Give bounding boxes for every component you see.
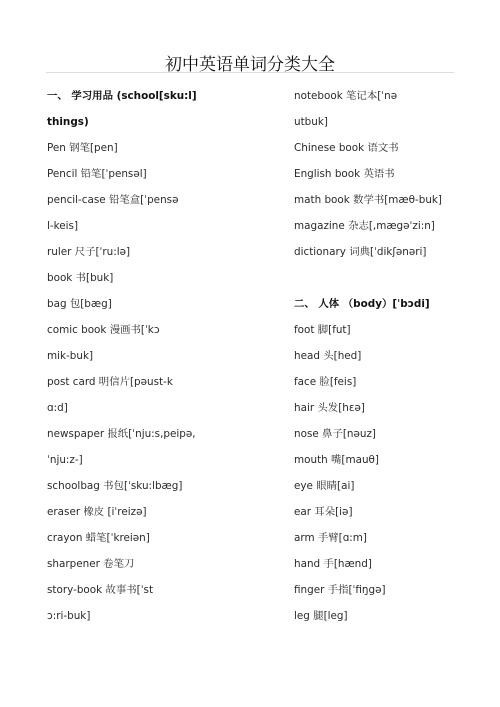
word-entry: utbuk] bbox=[294, 116, 328, 128]
word-entry: ˈnju:z-] bbox=[47, 454, 83, 466]
word-entry: comic book 漫画书[ˈkɔ bbox=[47, 324, 160, 336]
word-entry: eye 眼睛[ai] bbox=[294, 480, 355, 492]
title-divider bbox=[46, 72, 454, 73]
left-column bbox=[47, 83, 272, 629]
word-entry: newspaper 报纸[ˈnju:s,peipə, bbox=[47, 428, 196, 440]
word-entry: English book 英语书 bbox=[294, 168, 395, 180]
word-entry: face 脸[feis] bbox=[294, 376, 357, 388]
word-entry: mik-buk] bbox=[47, 350, 94, 362]
word-entry: foot 脚[fut] bbox=[294, 324, 351, 336]
word-entry: story-book 故事书[ˈst bbox=[47, 584, 154, 596]
word-entry: ɔ:ri-buk] bbox=[47, 610, 91, 622]
word-entry: hand 手[hænd] bbox=[294, 558, 372, 570]
section-heading: 一、 学习用品 (school[sku:l] bbox=[47, 90, 197, 102]
section-heading: things) bbox=[47, 116, 89, 128]
word-entry: leg 腿[leg] bbox=[294, 610, 348, 622]
word-entry: Pen 钢笔[pen] bbox=[47, 142, 118, 154]
word-entry: bag 包[bæg] bbox=[47, 298, 112, 310]
word-entry: book 书[buk] bbox=[47, 272, 114, 284]
word-entry: sharpener 卷笔刀 bbox=[47, 558, 135, 570]
word-entry: magazine 杂志[,mægəˈzi:n] bbox=[294, 220, 435, 232]
word-entry: head 头[hed] bbox=[294, 350, 362, 362]
word-entry: mouth 嘴[mauθ] bbox=[294, 454, 379, 466]
word-entry: l-keis] bbox=[47, 220, 79, 232]
word-entry: nose 鼻子[nəuz] bbox=[294, 428, 376, 440]
section-heading: 二、 人体 （body）[ˈbɔdi] bbox=[294, 298, 430, 310]
word-entry: ear 耳朵[iə] bbox=[294, 506, 353, 518]
word-entry: finger 手指[ˈfiŋgə] bbox=[294, 584, 386, 596]
word-entry: ruler 尺子[ˈru:lə] bbox=[47, 246, 131, 258]
right-column bbox=[294, 83, 464, 629]
word-entry: hair 头发[hɛə] bbox=[294, 402, 365, 414]
page-title: 初中英语单词分类大全 bbox=[165, 55, 335, 75]
word-entry: ɑ:d] bbox=[47, 402, 68, 414]
word-entry: math book 数学书[mæθ-buk] bbox=[294, 194, 442, 206]
word-entry: arm 手臂[ɑ:m] bbox=[294, 532, 367, 544]
word-entry: Chinese book 语文书 bbox=[294, 142, 399, 154]
word-entry: eraser 橡皮 [iˈreizə] bbox=[47, 506, 147, 518]
word-entry: notebook 笔记本[ˈnə bbox=[294, 90, 398, 102]
word-entry: pencil-case 铅笔盒[ˈpensə bbox=[47, 194, 179, 206]
word-entry: post card 明信片[pəust-k bbox=[47, 376, 173, 388]
word-entry: crayon 蜡笔[ˈkreiən] bbox=[47, 532, 150, 544]
word-entry: dictionary 词典[ˈdikʃənəri] bbox=[294, 246, 427, 258]
word-entry: schoolbag 书包[ˈsku:lbæg] bbox=[47, 480, 183, 492]
word-entry: Pencil 铅笔[ˈpensəl] bbox=[47, 168, 147, 180]
